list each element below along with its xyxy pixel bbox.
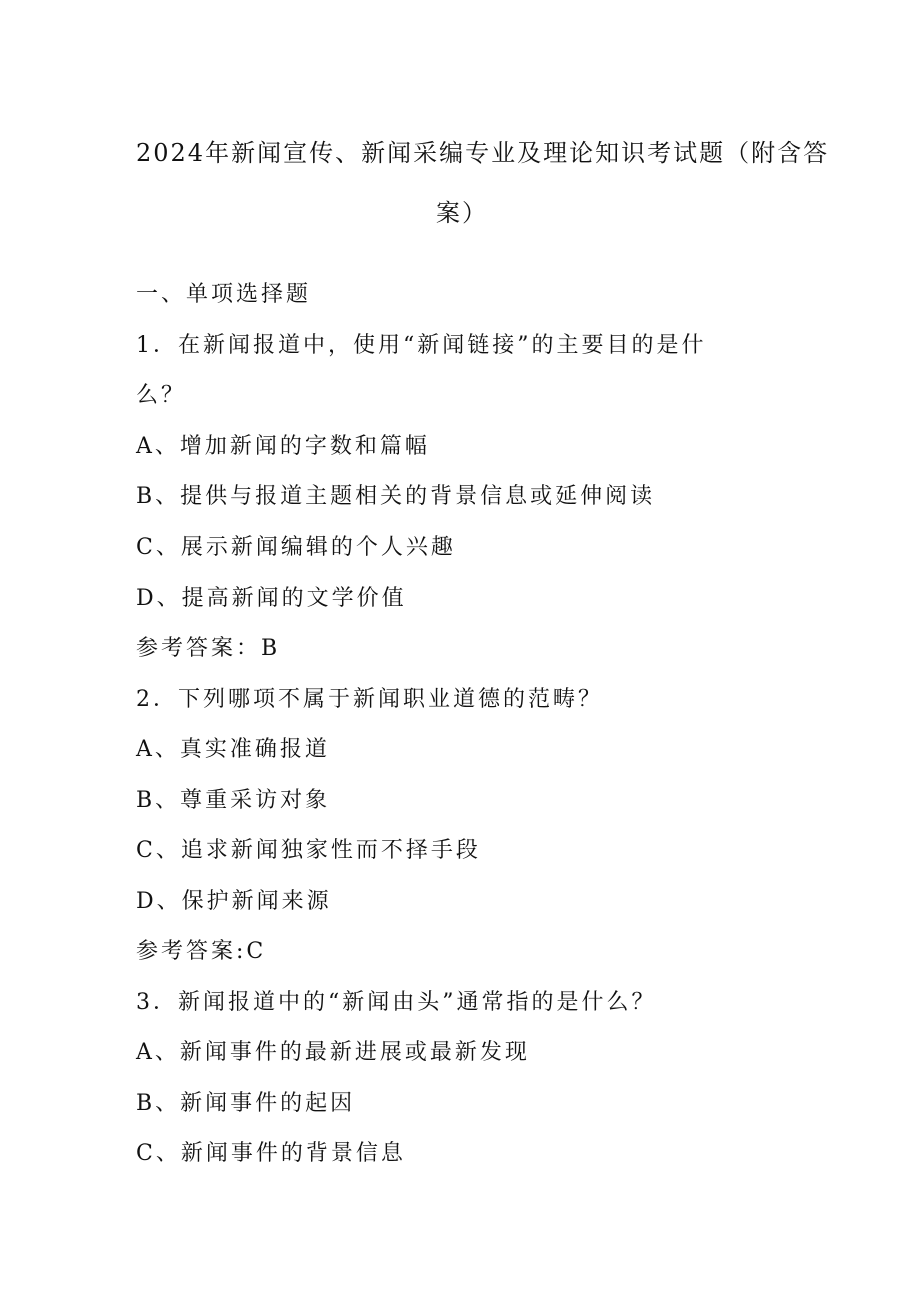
question-2-option-b: B、尊重采访对象 — [136, 788, 331, 813]
question-1-option-b: B、提供与报道主题相关的背景信息或延伸阅读 — [136, 484, 656, 509]
document-title-line-2: 案） — [436, 199, 488, 227]
question-2-answer: 参考答案:C — [136, 939, 267, 964]
question-1-text: 1．在新闻报道中，使用“新闻链接”的主要目的是什 — [136, 333, 707, 358]
question-2-option-d: D、保护新闻来源 — [136, 889, 332, 914]
section-heading: 一、单项选择题 — [136, 282, 312, 307]
document-title-line-1: 2024年新闻宣传、新闻采编专业及理论知识考试题（附含答 — [136, 139, 830, 167]
question-2-text: 2．下列哪项不属于新闻职业道德的范畴？ — [136, 687, 603, 712]
question-1-option-c: C、展示新闻编辑的个人兴趣 — [136, 535, 456, 560]
question-3-option-c: C、新闻事件的背景信息 — [136, 1141, 406, 1166]
question-1-text-continued: 么？ — [136, 383, 187, 408]
question-1-option-a: A、增加新闻的字数和篇幅 — [136, 434, 430, 459]
question-1-option-d: D、提高新闻的文学价值 — [136, 586, 407, 611]
question-3-text: 3．新闻报道中的“新闻由头”通常指的是什么？ — [136, 990, 657, 1015]
question-3-option-b: B、新闻事件的起因 — [136, 1091, 356, 1116]
question-2-option-c: C、追求新闻独家性而不择手段 — [136, 838, 481, 863]
question-3-option-a: A、新闻事件的最新进展或最新发现 — [136, 1040, 530, 1065]
question-1-answer: 参考答案：B — [136, 636, 281, 661]
question-2-option-a: A、真实准确报道 — [136, 737, 330, 762]
